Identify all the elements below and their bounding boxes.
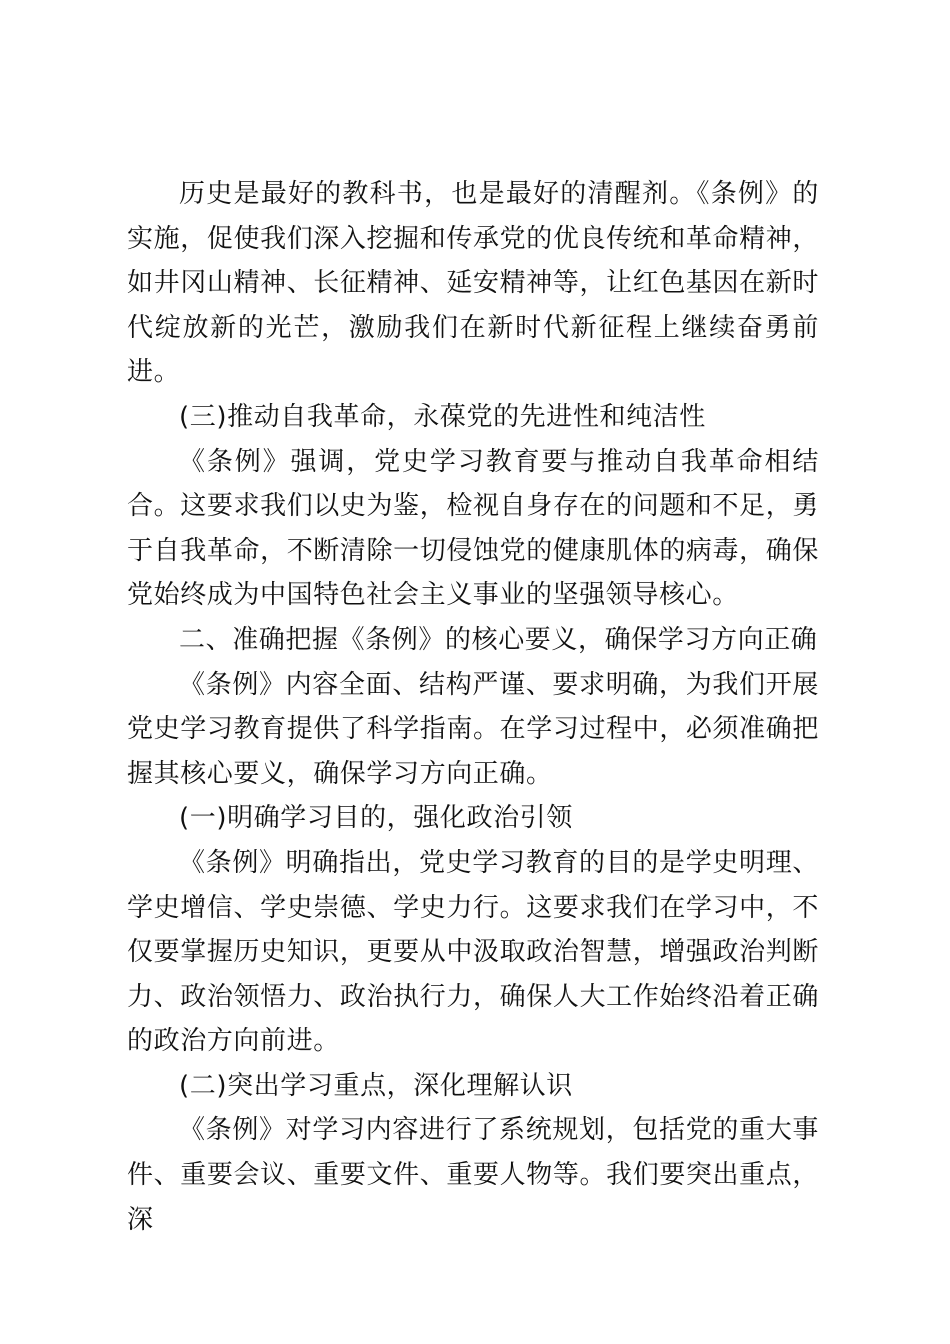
paragraph-study-purpose: 《条例》明确指出，党史学习教育的目的是学史明理、学史增信、学史崇德、学史力行。这要求我们在学习中，不仅要掌握历史知识，更要从中汲取政治智慧，增强政治判断力、政治领悟力、政治执行力，确保人大工作始终沿着正确的政治方向前进。 (127, 847, 819, 1057)
heading-study-focus: (二)突出学习重点，深化理解认识 (179, 1070, 573, 1101)
heading-core-essence: 二、准确把握《条例》的核心要义，确保学习方向正确 (179, 624, 818, 655)
paragraph-self-revolution: 《条例》强调，党史学习教育要与推动自我革命相结合。这要求我们以史为鉴，检视自身存在的问题和不足，勇于自我革命，不断清除一切侵蚀党的健康肌体的病毒，确保党始终成为中国特色社会主义事业的坚强领导核心。 (127, 446, 819, 611)
paragraph-history: 历史是最好的教科书，也是最好的清醒剂。《条例》的实施，促使我们深入挖掘和传承党的优良传统和革命精神，如井冈山精神、长征精神、延安精神等，让红色基因在新时代绽放新的光芒，激励我们在新时代新征程上继续奋勇前进。 (127, 179, 819, 388)
paragraph-core-essence: 《条例》内容全面、结构严谨、要求明确，为我们开展党史学习教育提供了科学指南。在学习过程中，必须准确把握其核心要义，确保学习方向正确。 (127, 669, 819, 789)
paragraph-study-focus: 《条例》对学习内容进行了系统规划，包括党的重大事件、重要会议、重要文件、重要人物等。我们要突出重点，深 (127, 1115, 819, 1235)
document-body (127, 172, 819, 1242)
heading-study-purpose: (一)明确学习目的，强化政治引领 (179, 803, 573, 834)
heading-self-revolution: (三)推动自我革命，永葆党的先进性和纯洁性 (179, 401, 706, 432)
